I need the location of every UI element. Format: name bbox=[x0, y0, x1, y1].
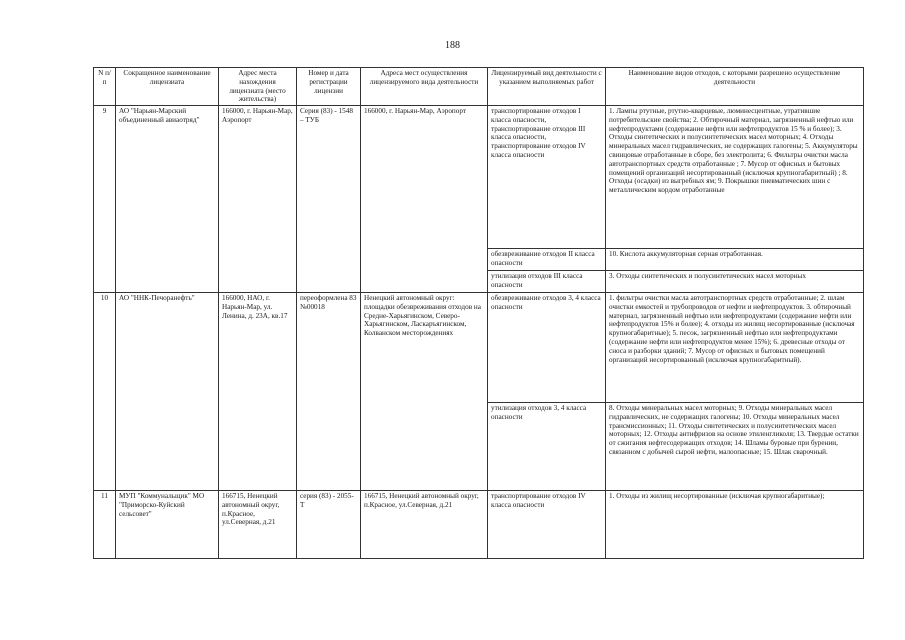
waste-types: 1. Лампы ртутные, ртутно-кварцевые, люминесцентные, утратившие потребительские свойства; 2. Обтирочный материал, загрязненный нефтью или нефтепродуктами (содержание нефти или нефтепродуктов 15 % и более); 3. Отходы синтетических и полусинтетических масел моторных; 4. Отходы минеральных масел гидравлических, не содержащих галогены; 5. Аккумуляторы свинцовые отработанные в сборе, без электролита; 6. Фильтры очистки масла автотранспортных средств отработанные ; 7. Мусор от офисных и бытовых помещений организаций несортированный (исключая крупногабаритный) ; 8. Отходы (осадки) из выгребных ям; 9. Покрышки пневматических шин с металлическим кордом отработанные bbox=[606, 106, 864, 249]
row-number: 11 bbox=[94, 491, 116, 559]
page-number: 188 bbox=[445, 40, 460, 51]
registration-number: переоформлена 83 №00018 bbox=[297, 293, 361, 491]
table-row bbox=[94, 293, 864, 403]
header-activity-places: Адреса мест осуществления лицензируемого вида деятельности bbox=[361, 68, 488, 106]
header-registration: Номер и дата регистрации лицензии bbox=[297, 68, 361, 106]
waste-types: 3. Отходы синтетических и полусинтетических масел моторных bbox=[606, 271, 864, 293]
activity-places: 166000, г. Нарьян-Мар, Аэропорт bbox=[361, 106, 488, 293]
header-number: N п/п bbox=[94, 68, 116, 106]
license-register-table bbox=[93, 67, 864, 559]
licensee-name: АО "Нарьян-Марский объединенный авиаотряд" bbox=[116, 106, 219, 293]
waste-types: 8. Отходы минеральных масел моторных; 9. Отходы минеральных масел гидравлических, не содержащих галогены; 10. Отходы минеральных масел трансмиссионных; 11. Отходы синтетических и полусинтетических масел моторных; 12. Отходы антифризов на основе этиленгликоля; 13. Твердые остатки от сжигания нефтесодержащих отходов; 14. Шламы буровые при бурении, связанном с добычей сырой нефти, малоопасные; 15. Шлак сварочный. bbox=[606, 403, 864, 491]
registration-number: Серия (83) - 1548 – ТУБ bbox=[297, 106, 361, 293]
licensed-activity: утилизация отходов III класса опасности bbox=[488, 271, 606, 293]
table-row bbox=[94, 106, 864, 249]
licensed-activity: обезвреживание отходов II класса опасности bbox=[488, 249, 606, 271]
header-waste-types: Наименование видов отходов, с которыми разрешено осуществление деятельности bbox=[606, 68, 864, 106]
table-row bbox=[94, 491, 864, 559]
licensee-address: 166715, Ненецкий автономный округ, п.Красное, ул.Северная, д.21 bbox=[219, 491, 297, 559]
registration-number: серия (83) - 2055-Т bbox=[297, 491, 361, 559]
header-licensed-activity: Лицензируемый вид деятельности с указанием выполняемых работ bbox=[488, 68, 606, 106]
waste-types: 1. Отходы из жилищ несортированные (исключая крупногабаритные); bbox=[606, 491, 864, 559]
activity-places: Ненецкий автономный округ: площадки обезвреживания отходов на Средне-Харьягинском, Северо-Харьягинском, Ласкаръягинском, Колванском месторождениях bbox=[361, 293, 488, 491]
licensee-name: МУП "Коммунальщик" МО "Приморско-Куйский сельсовет" bbox=[116, 491, 219, 559]
waste-types: 10. Кислота аккумуляторная серная отработанная. bbox=[606, 249, 864, 271]
activity-places: 166715, Ненецкий автономный округ, п.Красное, ул.Северная, д.21 bbox=[361, 491, 488, 559]
licensed-activity: утилизация отходов 3, 4 класса опасности bbox=[488, 403, 606, 491]
licensed-activity: транспортирование отходов I класса опасности, транспортирование отходов III класса опасности, транспортирование отходов IV класса опасности bbox=[488, 106, 606, 249]
row-number: 10 bbox=[94, 293, 116, 491]
licensed-activity: транспортирование отходов IV класса опасности bbox=[488, 491, 606, 559]
licensed-activity: обезвреживание отходов 3, 4 класса опасности bbox=[488, 293, 606, 403]
row-number: 9 bbox=[94, 106, 116, 293]
header-row bbox=[94, 68, 864, 106]
licensee-name: АО "ННК-Печоранефть" bbox=[116, 293, 219, 491]
header-licensee-name: Сокращенное наименование лицензиата bbox=[116, 68, 219, 106]
licensee-address: 166000, г. Нарьян-Мар, Аэропорт bbox=[219, 106, 297, 293]
waste-types: 1. фильтры очистки масла автотранспортных средств отработанные; 2. шлам очистки емкостей и трубопроводов от нефти и нефтепродуктов. 3. обтирочный материал, загрязненный нефтью или нефтепродуктами (содержание нефти или нефтепродуктов 15% и более); 4. отходы из жилищ несортированные (исключая крупногабаритные); 5. песок, загрязненный нефтью или нефтепродуктами (содержание нефти или нефтепродуктов менее 15%); 6. древесные отходы от сноса и разборки зданий; 7. Мусор от офисных и бытовых помещений организаций несортированный (исключая крупногабаритный). bbox=[606, 293, 864, 403]
licensee-address: 166000, НАО, г. Нарьян-Мар, ул. Ленина, д. 23А, кв.17 bbox=[219, 293, 297, 491]
header-licensee-address: Адрес места нахождения лицензиата (место жительства) bbox=[219, 68, 297, 106]
